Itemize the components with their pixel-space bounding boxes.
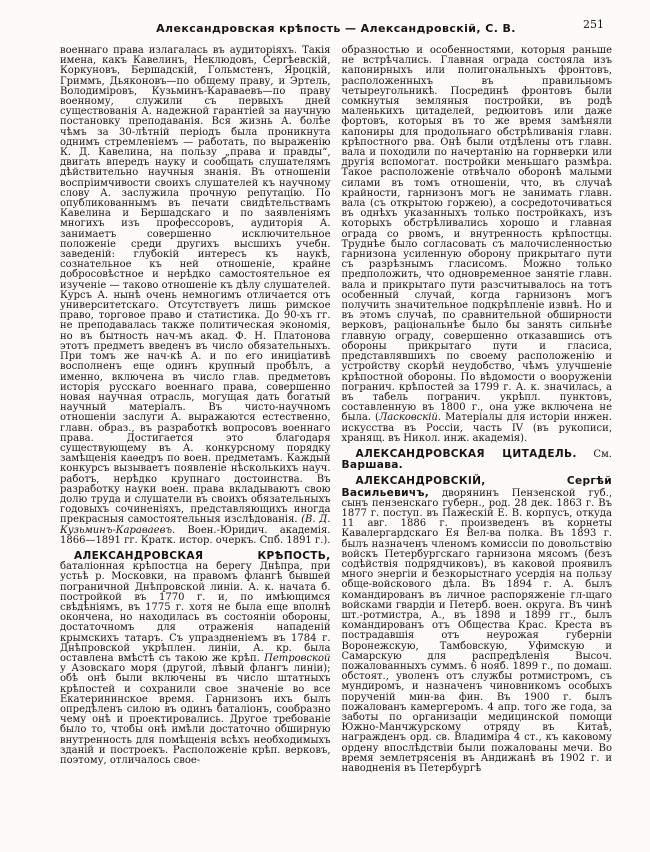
text-segment-heading: АЛЕКСАНДРОВСКАЯ ЦИТАДЕЛЬ. [355, 447, 577, 460]
text-segment-normal: у Азовскаго моря (другой, лѣвый флангъ линіи); обѣ онѣ были включены въ число штатныхъ крѣпостей и сохранили свое значеніе во все Екатерининское время. Гарнизонъ ихъ былъ опредѣленъ силою въ одинъ баталіонъ, сообразно чему онѣ и проектировались. Другое требованіе было то, чтобы онѣ имѣли достаточно обширную внутренность для помѣщенія всѣхъ необходимыхъ зданій и построекъ. Расположеніе крѣп. верковъ, поэтому, отличалось свое- [60, 663, 331, 767]
text-segment-heading: АЛЕКСАНДРОВСКІЙ, Сергѣй Васильевичъ, [341, 475, 612, 499]
text-segment-normal: дворянинъ Пензенской губ., сынъ пензенскаго губерн., род. 28 дек. 1863 г. Въ 1877 г. поступ. въ Пажескій Е. В. корпусъ, откуда 11 авг. 1886 г. произведенъ въ корнеты Кавалергардскаго Ея Вел-ва полка. Въ 1893 г. былъ назначенъ членомъ комиссіи по довольствію войскъ Петербургскаго гарнизона мясомъ (безъ содѣйствія подрядчиковъ), въ каковой проявилъ много энергіи и безкорыстнаго усердія на пользу обще-войскового дѣла. Въ 1894 г. А. былъ командированъ въ личное распоряженіе гл-щаго войсками гвардіи и Петерб. воен. округа. Въ чинѣ шт.-ротмистра, А., въ 1898 и 1899 гг., былъ командированъ отъ Общества Крас. Креста въ пострадавшія отъ неурожая губерніи Воронежскую, Тамбовскую, Уфимскую и Самарскую для распредѣленія Высоч. пожалованныхъ суммъ. 6 нояб. 1899 г., по домаш. обстоят., уволенъ отъ службы ротмистромъ, съ мундиромъ, и назначенъ чиновникомъ особыхъ порученій мин-ва фин. Въ 1900 г. былъ пожалованъ камергеромъ. 4 апр. того же года, за заботы по организаціи медицинской помощи Южно-Манчжурскому отряду въ Китаѣ, награжденъ орд. св. Владиміра 4 ст., къ каковому ордену впослѣдствіи были пожалованы мечи. Во время землетрясенія въ Андижанѣ въ 1902 г. и наводненія въ Петербургѣ [341, 487, 612, 775]
text-segment-italic: (В. Д. Кузьминъ-Караваевъ. [60, 514, 331, 536]
text-segment-normal: См. [576, 448, 612, 460]
text-segment-heading: АЛЕКСАНДРОВСКАЯ КРѢПОСТЬ, [74, 549, 331, 562]
text-segment-italic: Ласковскій. [378, 412, 442, 424]
text-columns [60, 46, 612, 774]
running-head-title: Александровская крѣпость — Александровскій, С. В. [156, 22, 516, 35]
text-segment-normal: образностью и особенностями, которыя раньше не встрѣчались. Главная ограда состояла изъ капонирныхъ или полигональныхъ фронтовъ, расположенныхъ въ правильномъ четыреугольникѣ. Посрединѣ фронтовъ были сомкнутыя земляныя постройки, въ родѣ маленькихъ цитаделей, редюитовъ или даже фортовъ, которыя въ то же время замѣняли капониры для продольнаго обстрѣливанія главн. крѣпостного рва. Онѣ были отдѣлены отъ главн. вала и походили по начертанію на горнверки или другія вспомогат. постройки меньшаго размѣра. Такое расположеніе отвѣчало оборонѣ малыми силами въ томъ отношеніи, что, въ случаѣ крайности, гарнизонъ могъ не занимать главн. вала (съ открытою горжею), а сосредоточиваться въ однѣхъ указанныхъ только постройкахъ, изъ которыхъ обстрѣливались хорошо и главная ограда со рвомъ, и внутренность крѣпостцы. Труднѣе было согласовать съ малочисленностью гарнизона усиленную оборону прикрытаго пути съ разрѣзнымъ гласисомъ. Можно только предположить, что одновременное занятіе главн. вала и прикрытаго пути разсчитывалось на тотъ особенный случай, когда гарнизонъ могъ получить значительное подкрѣпленіе извнѣ. Но и въ этомъ случаѣ, по сравнительной обширности верковъ, раціональнѣе было бы занять сильнѣе главную ограду, совершенно отказавшись отъ обороны прикрытаго пути и гласиса, представлявшихъ по своему расположенію и устройству скорѣй неудобство, чѣмъ улучшеніе крѣпостной обороны. По вѣдомости о вооруженіи погранич. крѣпостей за 1799 г. А. к. значилась, а въ табель погранич. укрѣпл. пунктовъ, составленную въ 1800 г., она уже включена не была. ( [341, 45, 612, 424]
article-continuation-aleksandrovskaya-krepost [342, 46, 613, 444]
running-head [60, 17, 612, 33]
page-number: 251 [583, 18, 604, 31]
left-column [60, 46, 331, 774]
article-aleksandrovskaya-citadel [342, 449, 613, 471]
text-segment-normal: Матеріалы для исторіи инжен. искусства въ Россіи, часть IV (въ рукописи, хранящ. въ Никол. инж. академія). [341, 412, 612, 444]
right-column [342, 46, 613, 774]
article-aleksandrovskaya-krepost [60, 551, 331, 766]
text-segment-normal: военнаго права излагалась въ аудиторіяхъ. Такія имена, какъ Кавелинъ, Неклюдовъ, Сергѣевскій, Коркуновъ, Бершадскій, Гольмстенъ, Яроцкій, Гриммъ, Дьяконовъ—по общему праву, и Эртель, Володиміровъ, Кузьминъ-Караваевъ—по праву военному, служили съ первыхъ дней существованія А. надежной гарантіей за научную постановку преподаванія. Вся жизнь А. болѣе чѣмъ за 30-лѣтній періодъ была проникнута однимъ стремленіемъ — работать, по выраженію К. Д. Кавелина, на пользу „права и правды“, двигать впередъ науку и сообщать слушателямъ дѣйствительно научныя знанія. Въ отношеніи воспріимчивости своихъ слушателей къ научному слову А. заслужила прочную репутацію. По опубликованнымъ въ печати свидѣтельствамъ Кавелина и Бершадскаго и по заявленіямъ многихъ изъ профессоровъ, аудиторія А. занимаетъ совершенно исключительное положеніе среди другихъ высшихъ учебн. заведеній: глубокій интересъ къ наукѣ, сознательное къ ней отношеніе, крайне добросовѣстное и нерѣдко самостоятельное ея изученіе — таково отношеніе къ дѣлу слушателей. Курсъ А. нынѣ очень немногимъ отличается отъ университетскаго. Отсутствуетъ лишь римское право, торговое право и статистика. До 90-хъ гг. не преподавалась также политическая экономія, но въ бытность нач-мъ акад. Ф. Н. Платонова этотъ предметъ введенъ въ число обязательныхъ. При томъ же нач-кѣ А. и по его иниціативѣ восполненъ еще одинъ крупный пробѣлъ, а именно, включена въ число глав. предметовъ исторія русскаго военнаго права, совершенно новая научная отрасль, могущая дать богатый научный матеріалъ. Въ чисто-научномъ отношеніи заслуги А. выражаются естественно, главн. образ., въ разработкѣ вопросовъ военнаго права. Достигается это благодаря существующему въ А. конкурсному порядку замѣщенія каѳедръ по воен. предметамъ. Каждый конкурсъ вызываетъ появленіе нѣсколькихъ науч. работъ, нерѣдко крупнаго достоинства. Въ разработку науки воен. права вкладываютъ свою долю труда и слушатели въ своихъ обязательныхъ годовыхъ сочиненіяхъ, представляющихъ иногда прекрасныя самостоятельныя изслѣдованія. [60, 45, 331, 526]
article-continuation-military-law-academy [60, 46, 331, 546]
text-segment-normal: баталіонная крѣпостца на берегу Днѣпра, при устьѣ р. Московки, на правомъ флангѣ бывшей пограничной Днѣпровской линіи. А. к. начата б. постройкой въ 1770 г. и, по имѣющимся свѣдѣніямъ, въ 1775 г. хотя не была еще вполнѣ окончена, но находилась въ состояніи обороны, достаточномъ для отраженія нападеній крымскихъ татаръ. Съ упраздненіемъ въ 1784 г. Днѣпровской укрѣплен. линіи, А. кр. была оставлена вмѣстѣ съ такою же крѣп. [60, 561, 331, 664]
text-segment-heading: Варшава. [341, 459, 403, 472]
text-segment-normal: Воен.-Юридич. академія. 1866—1891 гг. Кратк. истор. очеркъ. Спб. 1891 г.). [60, 524, 331, 546]
article-aleksandrovskij-sergej-vasilevich [342, 476, 613, 774]
text-segment-italic: Петровской [264, 652, 331, 664]
